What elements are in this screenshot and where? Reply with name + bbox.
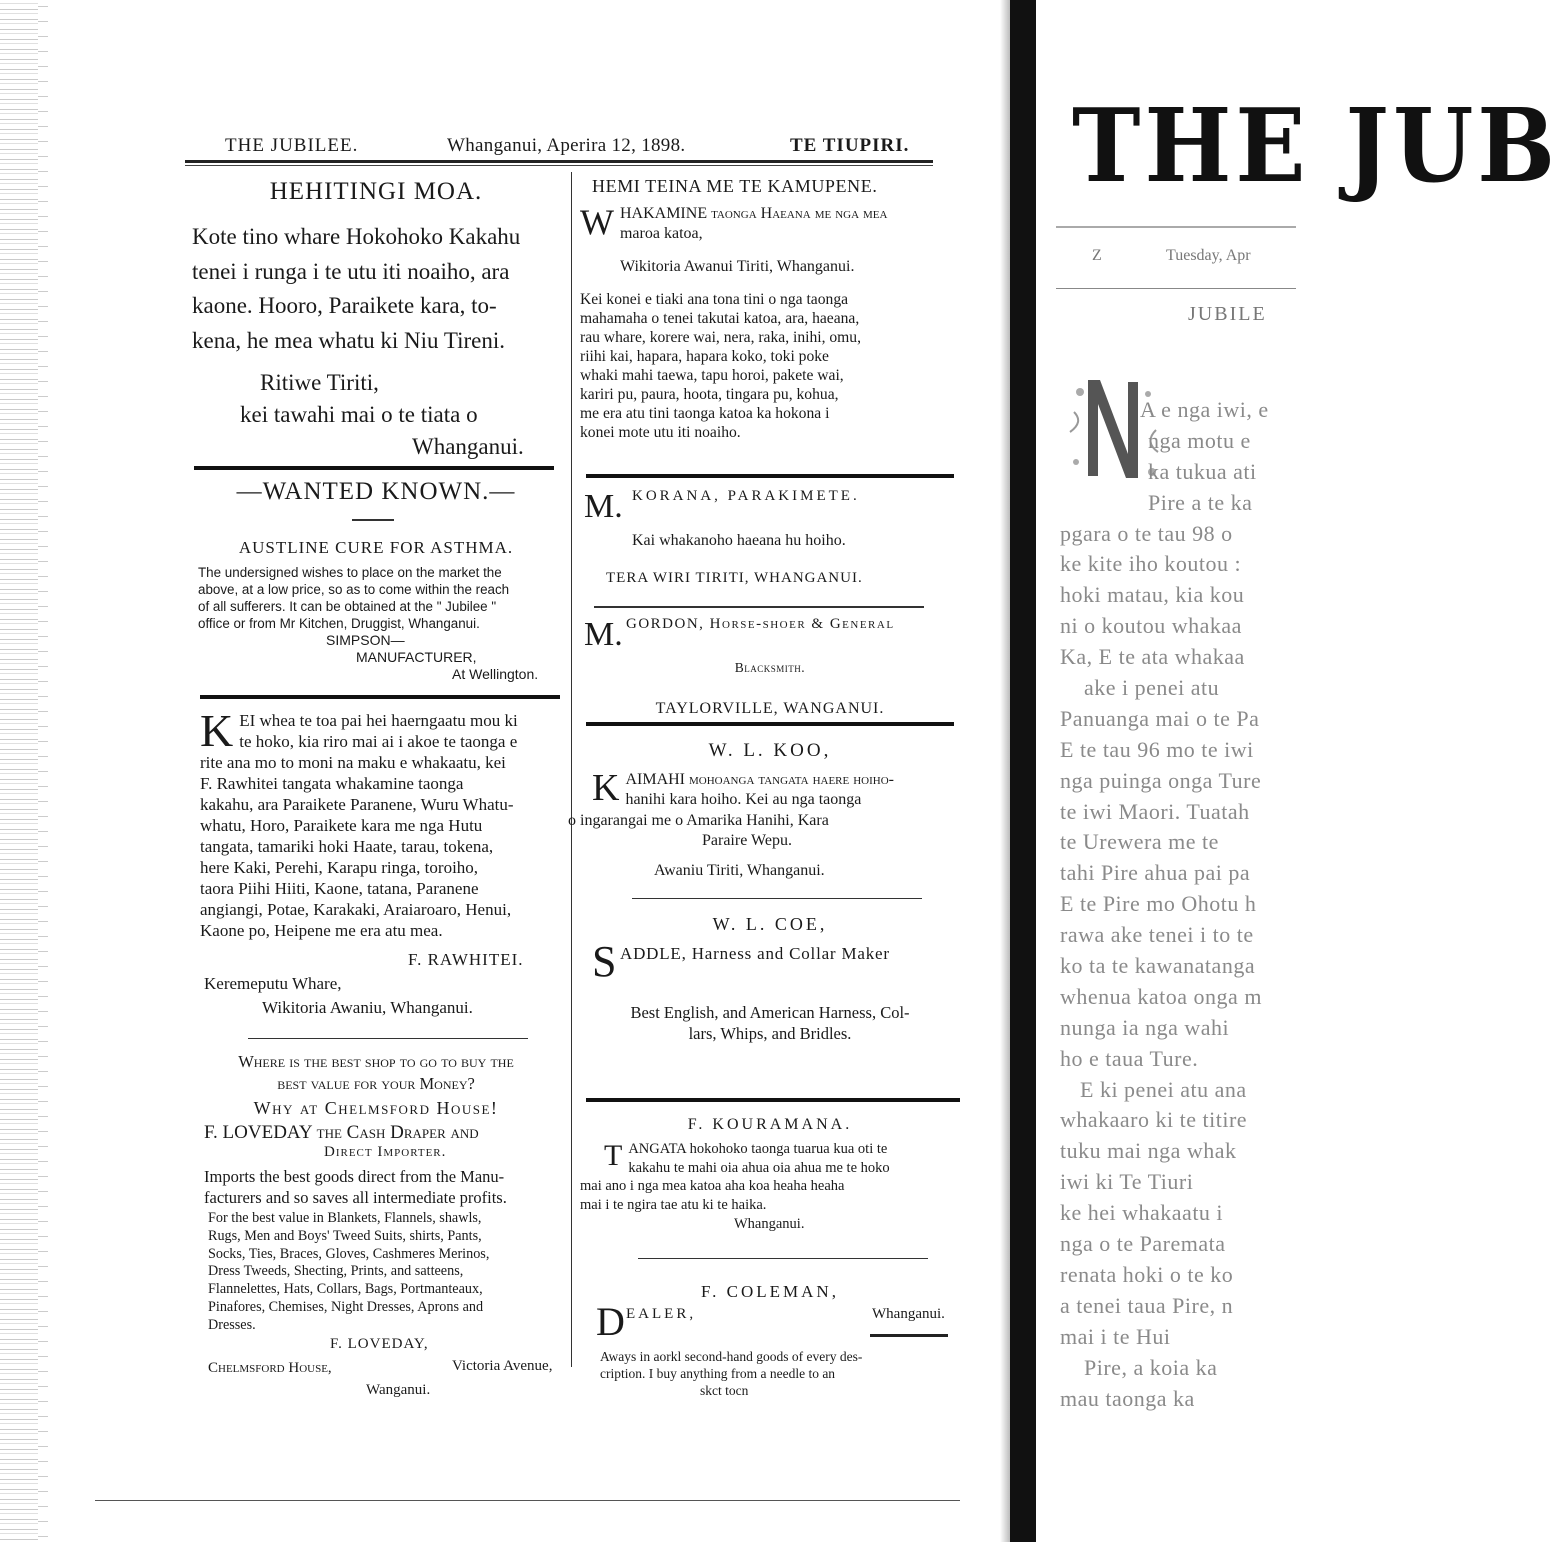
text-line: nga puinga onga Ture [1060, 767, 1262, 793]
ad-intro [580, 204, 950, 244]
section-rule-thin [632, 898, 922, 899]
text-line: angiangi, Potae, Karakaki, Araiaroaro, Henui, [200, 900, 512, 919]
text-line: The undersigned wishes to place on the market the [198, 565, 502, 580]
text-line: rau whare, korere wai, nera, raka, inihi, omu, [580, 329, 861, 346]
text-line: nunga ia nga wahi [1060, 1014, 1230, 1040]
drop-cap: T [604, 1139, 623, 1172]
text-line: here Kaki, Perehi, Karapu ringa, toroiho, [200, 858, 479, 877]
masthead-rule [1056, 226, 1296, 228]
paper-name: THE JUBILEE. [225, 135, 359, 156]
text-line: EALER, [626, 1306, 697, 1322]
ad-line: Why at Chelmsford House! [253, 1098, 499, 1118]
text-line: of all sufferers. It can be obtained at the " Jubilee " [198, 599, 497, 614]
ad-subheading: AUSTLINE CURE FOR ASTHMA. [238, 538, 514, 557]
ad-line: Where is the best shop to go to buy the [238, 1052, 514, 1071]
foot-rule [95, 1500, 960, 1501]
text-line: whenua katoa onga m [1060, 983, 1262, 1009]
drop-cap: M. [584, 488, 623, 525]
text-line: mai i te Hui [1060, 1323, 1171, 1349]
ad-name: GORDON, Horse-shoer & General [626, 616, 895, 632]
text-line: above, at a low price, so as to come within the reach [198, 582, 510, 597]
signature: F. LOVEDAY, [330, 1336, 429, 1352]
column-rule [571, 172, 572, 1367]
text-line: kakahu te mahi oia ahua oia ahua me te hoko [628, 1159, 890, 1176]
ad-line: best value for your Money? [277, 1074, 475, 1093]
text-line: tahi Pire ahua pai pa [1060, 860, 1251, 886]
ad-body [580, 1002, 960, 1044]
paper-name-maori: TE TIUPIRI. [790, 135, 910, 156]
ad-body [580, 290, 952, 442]
text-line: mai ano i nga mea katoa aha koa heaha heaha [580, 1178, 845, 1194]
text-line: Pire, a koia ka [1084, 1354, 1218, 1380]
text-line: Ka, E te ata whakaa [1060, 644, 1245, 670]
ad-body [198, 564, 560, 632]
text-line: me era atu tini taonga katoa ka hokona i [580, 405, 830, 422]
address-line: TERA WIRI TIRITI, WHANGANUI. [606, 570, 863, 586]
ad-heading: F. KOURAMANA. [687, 1116, 853, 1133]
text-line: ka tukua ati [1148, 458, 1257, 484]
text-line: tenei i runga i te utu iti noaiho, ara [192, 258, 510, 284]
text-line: whaki mahi taewa, tapu horoi, pakete wai, [580, 367, 844, 384]
text-line: kariri pu, paura, hoota, tingara pu, kohua, [580, 386, 839, 403]
text-line: ADDLE, Harness and Collar Maker [620, 944, 890, 963]
ad-body [580, 1139, 964, 1214]
address-line: Chelmsford House, [208, 1360, 332, 1376]
ad-name-line-2: Direct Importer. [324, 1144, 447, 1160]
section-rule-thin [638, 1258, 928, 1259]
address-line: Awaniu Tiriti, Whanganui. [654, 862, 825, 879]
ad-body [600, 1348, 970, 1399]
address-line: Keremeputu Whare, [204, 974, 342, 993]
address-line: Whanganui. [872, 1306, 945, 1322]
text-line: whakaaro ki te titire [1060, 1107, 1248, 1133]
text-line: Imports the best goods direct from the Manu- [204, 1167, 505, 1186]
ad-heading: F. COLEMAN, [701, 1282, 839, 1301]
short-rule [352, 519, 394, 521]
head-rule [185, 160, 933, 163]
address-line: Whanganui. [412, 434, 524, 459]
text-line: te iwi Maori. Tuatah [1060, 798, 1250, 824]
text-line: Aways in aorkl second-hand goods of every des- [600, 1349, 863, 1364]
ad-heading: —WANTED KNOWN.— [236, 478, 516, 505]
issue-date: Whanganui, Aperira 12, 1898. [447, 135, 686, 156]
address-line: kei tawahi mai o te tiata o [240, 402, 478, 427]
short-rule [870, 1334, 948, 1337]
text-line: taora Piihi Hiiti, Kaone, tatana, Paranene [200, 879, 479, 898]
text-line: nga motu e [1148, 427, 1251, 453]
drop-cap: K [592, 767, 620, 809]
address-line: Whanganui. [734, 1216, 805, 1232]
text-line: tuku mai nga whak [1060, 1138, 1237, 1164]
text-line: Best English, and American Harness, Col- [630, 1003, 910, 1022]
address-line: Wikitoria Awaniu, Whanganui. [262, 998, 473, 1017]
text-line: cription. I buy anything from a needle to an [600, 1366, 836, 1381]
text-line: Blacksmith. [734, 660, 806, 675]
signature: MANUFACTURER, [356, 649, 477, 665]
text-line: Kai whakanoho haeana hu hoiho. [632, 532, 846, 549]
text-line: ANGATA hokohoko taonga tuarua kua oti te [628, 1141, 888, 1157]
address-line: Wikitoria Awanui Tiriti, Whanganui. [620, 258, 855, 275]
facing-page [1036, 0, 1559, 1542]
text-line: skct tocn [700, 1383, 749, 1398]
text-line: a tenei taua Pire, n [1060, 1292, 1234, 1318]
text-line: mai i te ngira tae atu ki te haika. [580, 1196, 767, 1213]
ad-lead [204, 1166, 564, 1208]
text-line: A e nga iwi, e [1140, 397, 1269, 422]
text-line: Kei konei e tiaki ana tona tini o nga taonga [580, 291, 849, 308]
text-line: rite ana mo to moni na maku e whakaatu, kei [200, 753, 506, 772]
text-line: mahamaha o tenei takutai katoa, ara, haeana, [580, 310, 860, 327]
text-line: hoki matau, kia kou [1060, 582, 1245, 608]
text-line: te Urewera me te [1060, 829, 1219, 855]
text-line: Paraire Wepu. [702, 831, 792, 849]
text-line: AIMAHI mohoanga tangata haere hoiho- [625, 771, 894, 788]
text-line: Dress Tweeds, Shecting, Prints, and satteens, [208, 1263, 464, 1280]
drop-cap: W [580, 202, 614, 242]
section-rule-thin [248, 1038, 528, 1039]
text-line: EI whea te toa pai hei haerngaatu mou ki [239, 711, 518, 730]
gutter-shadow [1000, 0, 1010, 1542]
address-line: Victoria Avenue, [452, 1358, 553, 1374]
text-line: kaone. Hooro, Paraikete kara, to- [192, 293, 497, 318]
text-line: kena, he mea whatu ki Niu Tireni. [192, 327, 506, 353]
text-line: HAKAMINE taonga Haeana me nga mea [619, 205, 888, 222]
ad-name-line: F. LOVEDAY the Cash Draper and [204, 1122, 479, 1143]
section-rule [194, 466, 554, 470]
text-line: office or from Mr Kitchen, Druggist, Whanganui. [198, 616, 480, 631]
scan-edge-texture-2 [38, 0, 48, 1542]
text-line: For the best value in Blankets, Flannels, shawls, [208, 1210, 482, 1226]
address-line: Ritiwe Tiriti, [260, 370, 379, 395]
text-line: lars, Whips, and Bridles. [688, 1024, 852, 1043]
page-gutter [1010, 0, 1036, 1542]
text-line: ko ta te kawanatanga [1060, 953, 1256, 979]
text-line: iwi ki Te Tiuri [1060, 1169, 1194, 1195]
text-line: ke hei whakaatu i [1060, 1200, 1224, 1226]
text-line: F. Rawhitei tangata whakamine taonga [200, 774, 464, 793]
running-head [185, 135, 935, 161]
section-rule-thin [594, 606, 924, 608]
text-line: te hoko, kia riro mai ai i akoe te taonga e [239, 732, 518, 751]
ad-heading: HEMI TEINA ME TE KAMUPENE. [592, 176, 878, 196]
drop-cap: D [596, 1299, 625, 1344]
text-line: Kaone po, Heipene me era atu mea. [200, 921, 443, 940]
text-line: E ki penei atu ana [1080, 1076, 1247, 1102]
masthead: THE JUB [1072, 86, 1559, 206]
text-line: kakahu, ara Paraikete Paranene, Wuru Whatu- [200, 795, 514, 814]
text-line: ho e taua Ture. [1060, 1045, 1199, 1071]
address-line: TAYLORVILLE, WANGANUI. [655, 700, 885, 717]
section-rule [586, 722, 954, 726]
signature: At Wellington. [452, 666, 539, 682]
section-title: JUBILE [1188, 303, 1267, 325]
ad-heading: HEHITINGI MOA. [269, 178, 483, 205]
ad-heading: W. L. COE, [712, 914, 828, 934]
text-line: konei mote utu iti noaiho. [580, 424, 741, 441]
text-line: Flannelettes, Hats, Collars, Bags, Portmanteaux, [208, 1281, 483, 1298]
text-line: Panuanga mai o te Pa [1060, 705, 1260, 731]
text-line: E te Pire mo Ohotu h [1060, 891, 1257, 917]
text-line: Pire a te ka [1148, 489, 1253, 515]
text-line: ke kite iho koutou : [1060, 551, 1242, 577]
text-line: renata hoki o te ko [1060, 1261, 1234, 1287]
text-line: nga o te Paremata [1060, 1231, 1226, 1257]
text-line: Kote tino whare Hokohoko Kakahu [192, 224, 521, 249]
text-line: Dresses. [208, 1316, 256, 1333]
ad-body [192, 220, 562, 358]
drop-cap: M. [584, 616, 623, 653]
text-line: ake i penei atu [1084, 675, 1220, 701]
text-line: pgara o te tau 98 o [1060, 520, 1233, 546]
signature: SIMPSON— [326, 632, 405, 648]
text-line: Rugs, Men and Boys' Tweed Suits, shirts, Pants, [208, 1227, 482, 1244]
ad-body [208, 1210, 568, 1335]
dateline-text: Tuesday, Apr [1166, 247, 1251, 264]
head-rule-thin [185, 165, 933, 166]
text-line: whatu, Horo, Paraikete kara me nga Hutu [200, 816, 483, 835]
text-line: Pinafores, Chemises, Night Dresses, Aprons and [208, 1298, 484, 1315]
text-line: Socks, Ties, Braces, Gloves, Cashmeres Merinos, [208, 1245, 490, 1262]
signature: F. RAWHITEI. [408, 950, 524, 969]
ad-body [568, 767, 962, 851]
section-rule [586, 474, 954, 478]
text-line: facturers and so saves all intermediate profits. [204, 1188, 507, 1207]
article-lines [1060, 395, 1300, 1414]
text-line: tangata, tamariki hoki Haate, tarau, tokena, [200, 837, 494, 856]
drop-cap: K [200, 705, 234, 756]
text-line: ni o koutou whakaa [1060, 613, 1242, 639]
section-rule [586, 1098, 960, 1102]
scan-edge-texture [0, 0, 38, 1542]
text-line: mau taonga ka [1060, 1385, 1195, 1411]
drop-cap: S [592, 937, 617, 986]
text-line: o ingarangai me o Amarika Hanihi, Kara [568, 811, 829, 829]
text-line: rawa ake tenei i to te [1060, 922, 1254, 948]
text-line: hanihi kara hoiho. Kei au nga taonga [625, 791, 862, 809]
ad-name: KORANA, PARAKIMETE. [632, 488, 860, 504]
ad-body [200, 705, 564, 941]
text-line: riihi kai, hapara, hapara koko, toki poke [580, 348, 829, 365]
ad-heading: W. L. KOO, [708, 740, 832, 761]
text-line: maroa katoa, [619, 225, 703, 242]
section-rule [200, 695, 560, 699]
text-line: E te tau 96 mo te iwi [1060, 736, 1254, 762]
dateline-rule [1056, 288, 1296, 289]
issue-number: Z [1092, 247, 1102, 264]
address-line: Wanganui. [366, 1382, 431, 1398]
